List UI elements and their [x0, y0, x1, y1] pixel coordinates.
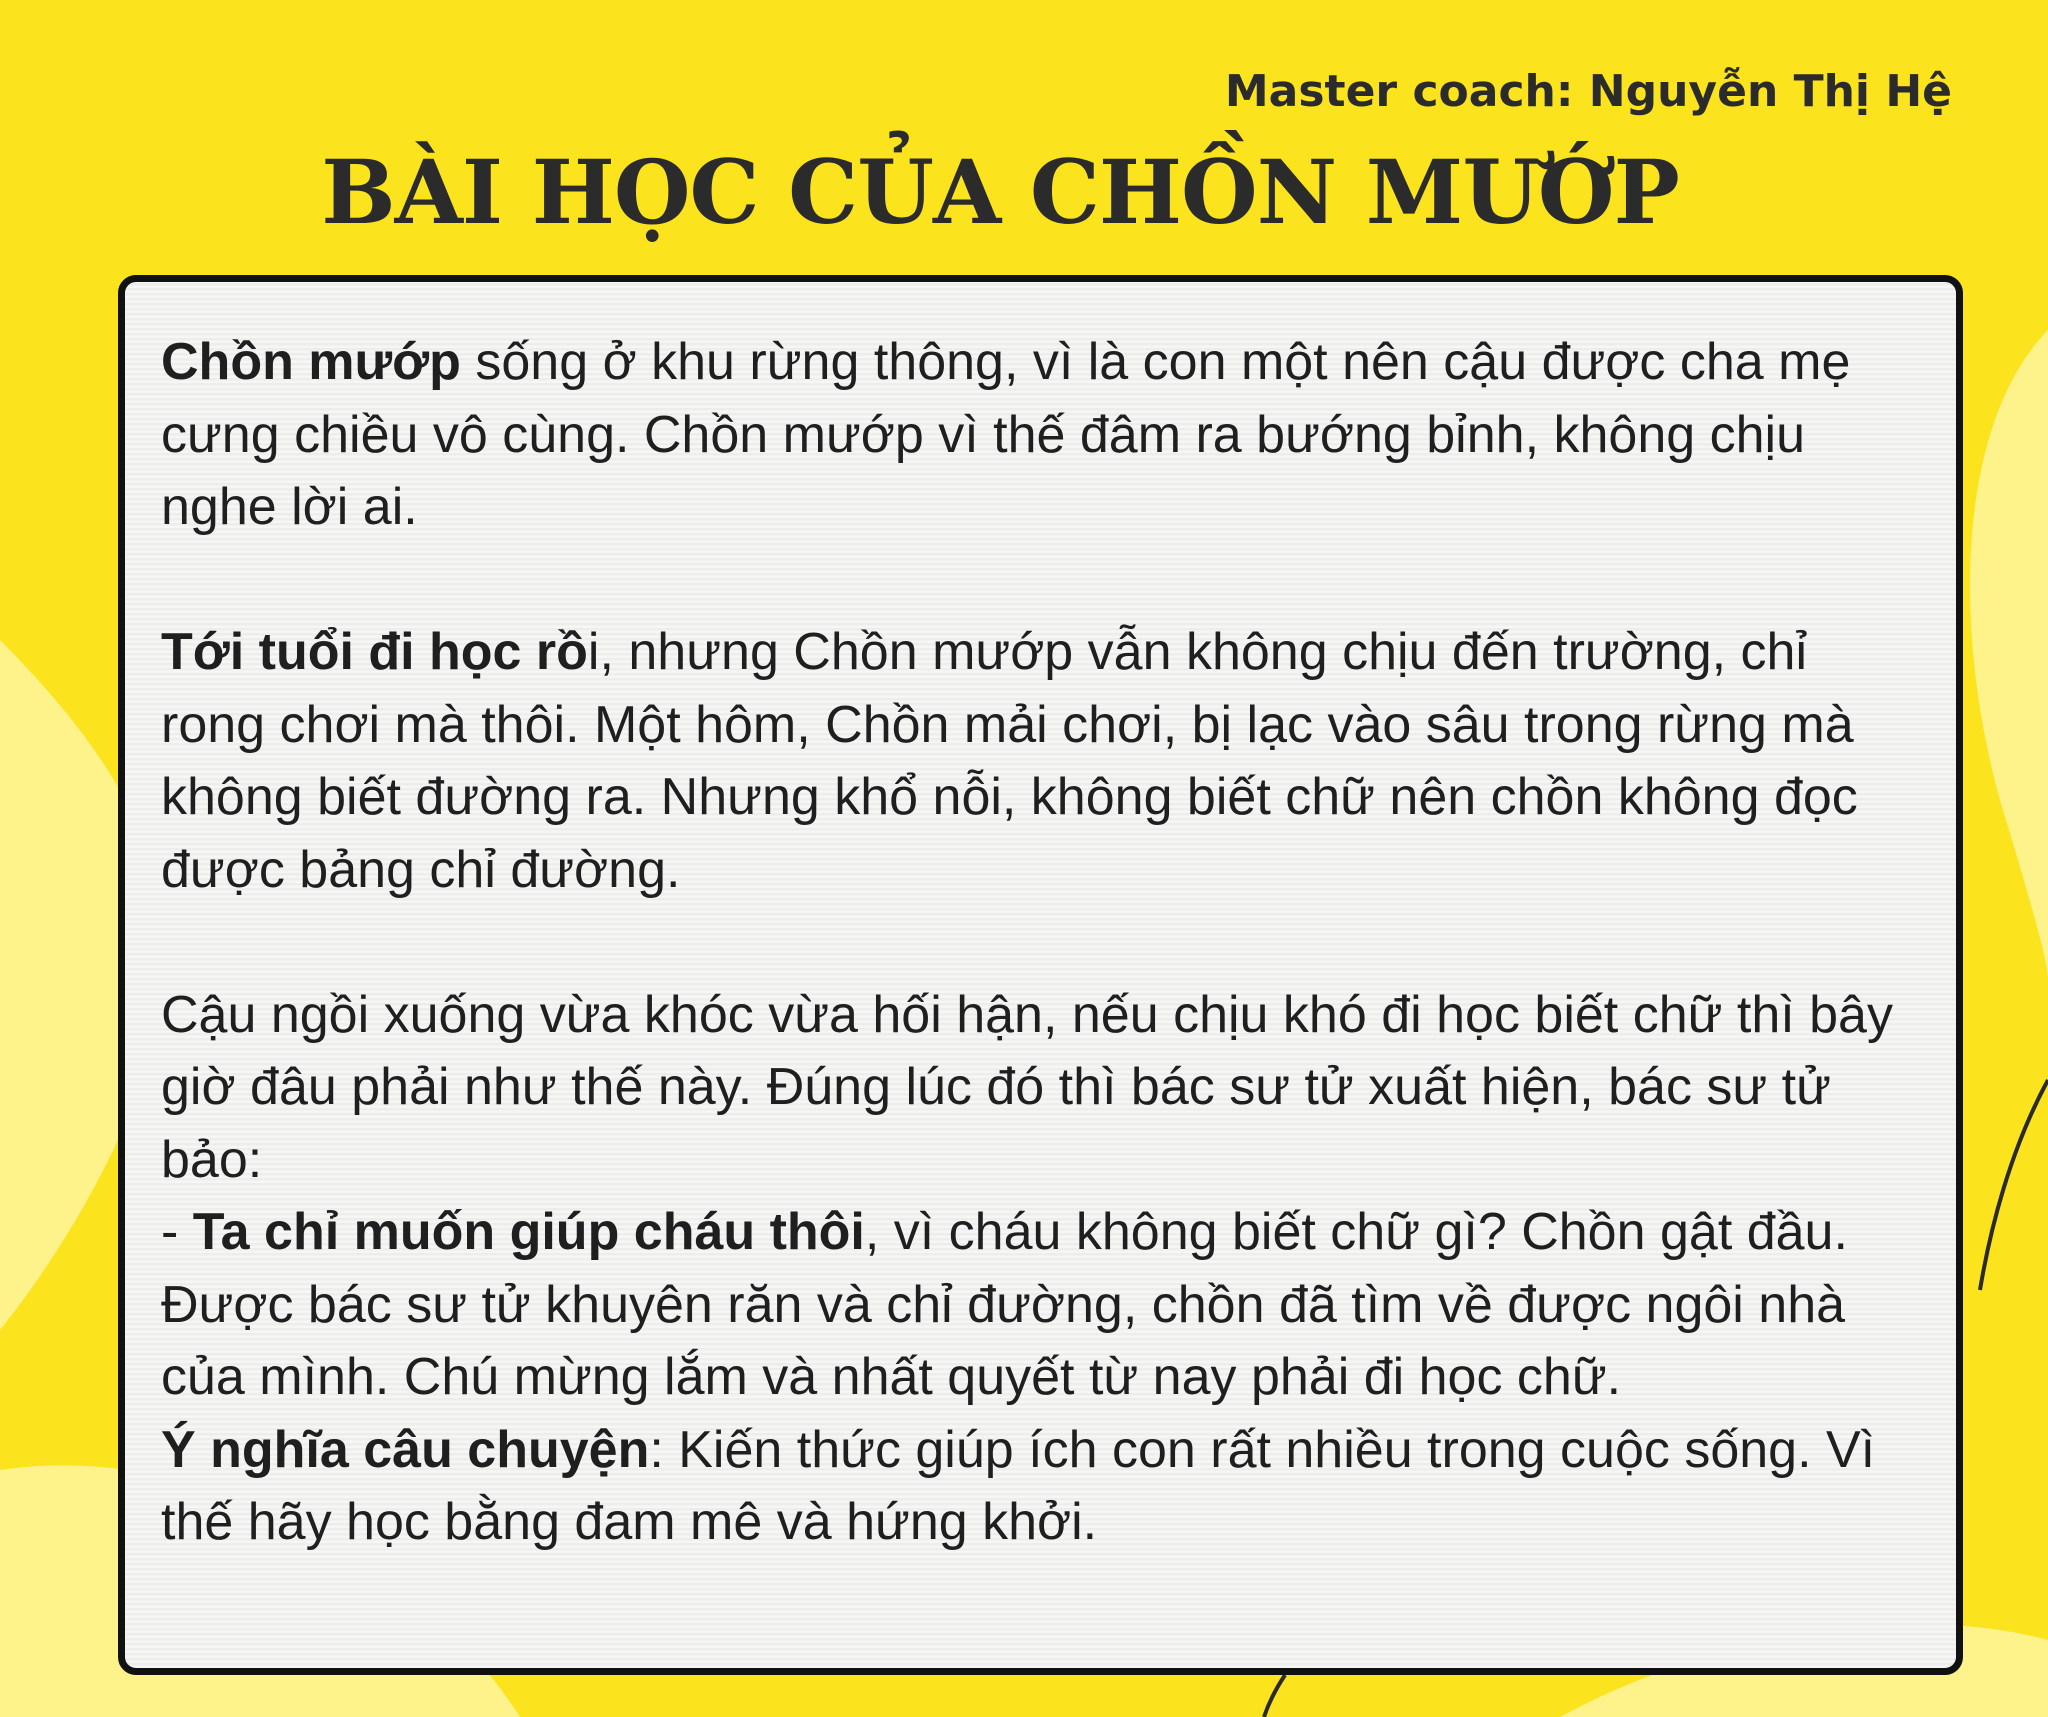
- coach-credit: Master coach: Nguyễn Thị Hệ: [1224, 66, 1952, 117]
- story-paragraph-1: [161, 326, 1922, 544]
- background-blob-right: [1970, 330, 2048, 980]
- page-title: BÀI HỌC CỦA CHỒN MƯỚP: [321, 140, 1679, 244]
- paragraph-spacer: [161, 544, 1922, 617]
- story-moral: [161, 1414, 1922, 1559]
- story-moral-bold: Ý nghĩa câu chuyện: [161, 1420, 650, 1479]
- story-paragraph-4-bold: Ta chỉ muốn giúp cháu thôi: [192, 1203, 865, 1261]
- story-paragraph-2: [161, 616, 1922, 906]
- story-paragraph-3-text: Cậu ngồi xuống vừa khóc vừa hối hận, nếu chịu khó đi học biết chữ thì bây giờ đâu phải như thế này. Đúng lúc đó thì bác sư tử xuất hiện, bác sư tử bảo:: [161, 985, 1893, 1189]
- decorative-branch-line: [1980, 1080, 2048, 1290]
- paragraph-spacer: [161, 906, 1922, 979]
- story-paragraph-1-text: sống ở khu rừng thông, vì là con một nên cậu được cha mẹ cưng chiều vô cùng. Chồn mướp vì thế đâm ra bướng bỉnh, không chịu nghe lời ai.: [161, 333, 1851, 536]
- story-paragraph-2-bold: Tới tuổi đi học rồ: [161, 623, 588, 681]
- story-paragraph-3: [161, 979, 1922, 1197]
- story-card: [118, 275, 1963, 1675]
- story-paragraph-4: [161, 1196, 1922, 1414]
- decorative-branch-line-bottom: [1264, 1675, 1285, 1717]
- dialogue-dash: -: [161, 1203, 193, 1261]
- story-paragraph-4-text: , vì cháu không biết chữ gì? Chồn gật đầu. Được bác sư tử khuyên răn và chỉ đường, chồn đã tìm về được ngôi nhà của mình. Chú mừng lắm và nhất quyết từ nay phải đi học chữ.: [161, 1203, 1848, 1406]
- story-paragraph-2-text: i, nhưng Chồn mướp vẫn không chịu đến trường, chỉ rong chơi mà thôi. Một hôm, Chồn mải chơi, bị lạc vào sâu trong rừng mà không biết đường ra. Nhưng khổ nỗi, không biết chữ nên chồn không đọc được bảng chỉ đường.: [161, 623, 1858, 899]
- story-paragraph-1-bold: Chồn mướp: [161, 333, 461, 391]
- story-moral-text: : Kiến thức giúp ích con rất nhiều trong cuộc sống. Vì thế hãy học bằng đam mê và hứng khởi.: [161, 1420, 1876, 1551]
